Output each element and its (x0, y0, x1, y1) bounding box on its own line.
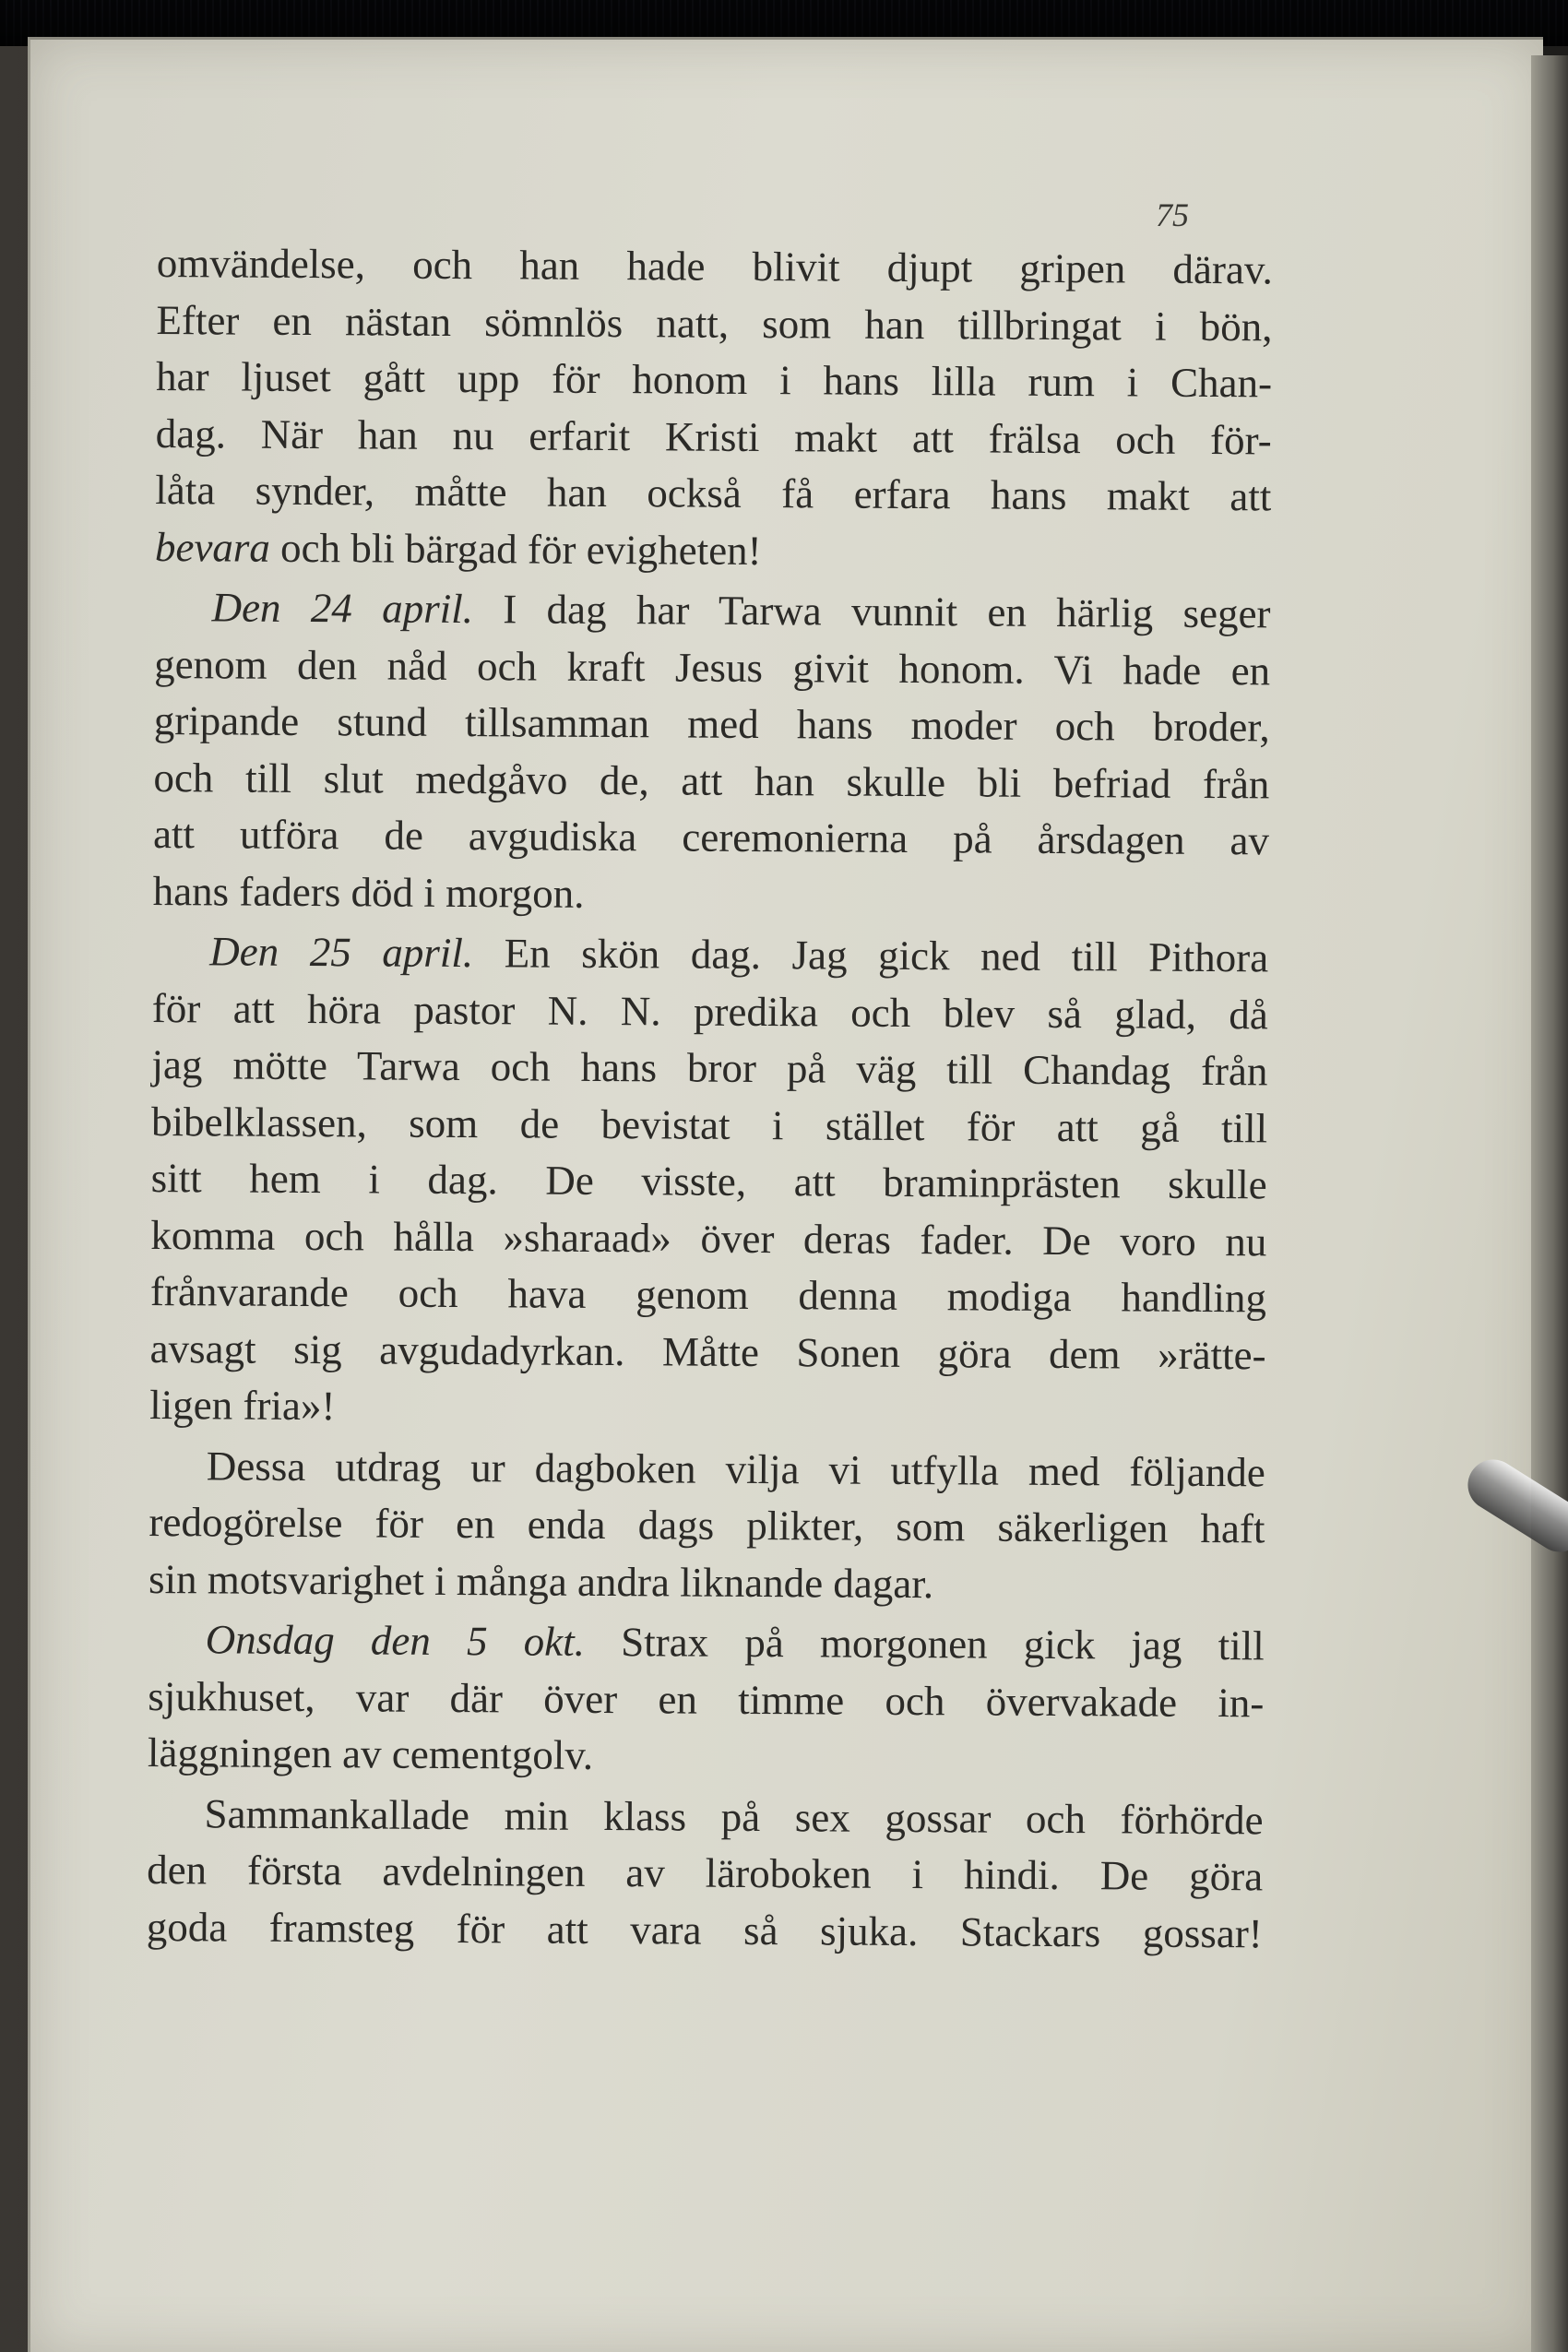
text-line: komma och hålla »sharaad» över deras fader. De voro nu (150, 1211, 1267, 1265)
paragraph-3 (149, 923, 1268, 1441)
text-line: hans faders död i morgon. (152, 867, 585, 917)
text-line: Dessa utdrag ur dagboken vilja vi utfylla med följande (206, 1442, 1265, 1495)
text-line: och till slut medgåvo de, att han skulle bli befriad från (153, 754, 1270, 807)
text-line: sitt hem i dag. De visste, att braminprästen skulle (150, 1154, 1267, 1208)
text-line: redogörelse för en enda dags plikter, som säkerligen haft (148, 1498, 1265, 1552)
text-line: sin motsvarighet i många andra liknande dagar. (148, 1555, 934, 1607)
text-line: avsagt sig avgudadyrkan. Måtte Sonen göra dem »rätte- (149, 1324, 1266, 1378)
text-line: goda framsteg för att vara så sjuka. Stackars gossar! (146, 1903, 1263, 1956)
text-line: sjukhuset, var där över en timme och övervakade in- (148, 1672, 1265, 1726)
text-line: jag mötte Tarwa och hans bror på väg till Chandag från (151, 1040, 1268, 1095)
text-line (152, 923, 1268, 987)
page-number: 75 (1156, 196, 1189, 233)
text-line: den första avdelningen av läroboken i hindi. De göra (147, 1846, 1264, 1900)
text-line: har ljuset gått upp för honom i hans lilla rum i Chan- (155, 352, 1273, 407)
text-line: frånvarande och hava genom denna modiga handling (149, 1267, 1267, 1322)
text-line: Efter en nästan sömnlös natt, som han tillbringat i bön, (156, 296, 1273, 350)
paragraph-1 (155, 235, 1273, 582)
diary-date: Onsdag den 5 okt. (205, 1616, 586, 1665)
diary-date: Den 24 april. (211, 584, 474, 633)
text-fragment: och bli bärgad för evigheten! (269, 524, 762, 574)
paragraph-2 (152, 579, 1270, 926)
italic-word: bevara (154, 523, 271, 571)
paragraph-6 (147, 1785, 1264, 1962)
text-fragment: En skön dag. Jag gick ned till Pithora (472, 930, 1269, 981)
diary-date: Den 25 april. (209, 928, 474, 977)
text-line (155, 518, 1271, 582)
text-line: låta synder, måtte han också få erfara hans makt att (155, 466, 1272, 520)
text-line: ligen fria»! (149, 1381, 336, 1430)
text-line (154, 579, 1270, 643)
text-line: omvändelse, och han hade blivit djupt gripen därav. (156, 239, 1273, 293)
text-fragment: Strax på morgonen gick jag till (584, 1618, 1265, 1669)
paragraph-4 (148, 1437, 1265, 1614)
text-line (148, 1611, 1265, 1675)
text-line: att utföra de avgudiska ceremonierna på årsdagen av (152, 810, 1270, 864)
page-edge (1531, 55, 1568, 2352)
text-line: bibelklassen, som de bevistat i stället för att gå till (150, 1098, 1268, 1151)
text-line: genom den nåd och kraft Jesus givit honom. Vi hade en (154, 640, 1271, 694)
text-line: Sammankallade min klass på sex gossar och förhörde (204, 1789, 1264, 1843)
text-line: gripande stund tillsamman med hans moder och broder, (153, 696, 1270, 751)
body-text (147, 235, 1273, 1966)
paragraph-5 (148, 1611, 1265, 1788)
text-line: dag. När han nu erfarit Kristi makt att frälsa och för- (155, 410, 1272, 463)
text-line: för att höra pastor N. N. predika och blev så glad, då (151, 984, 1269, 1038)
text-line: läggningen av cementgolv. (147, 1728, 594, 1778)
text-fragment: I dag har Tarwa vunnit en härlig seger (472, 586, 1271, 637)
